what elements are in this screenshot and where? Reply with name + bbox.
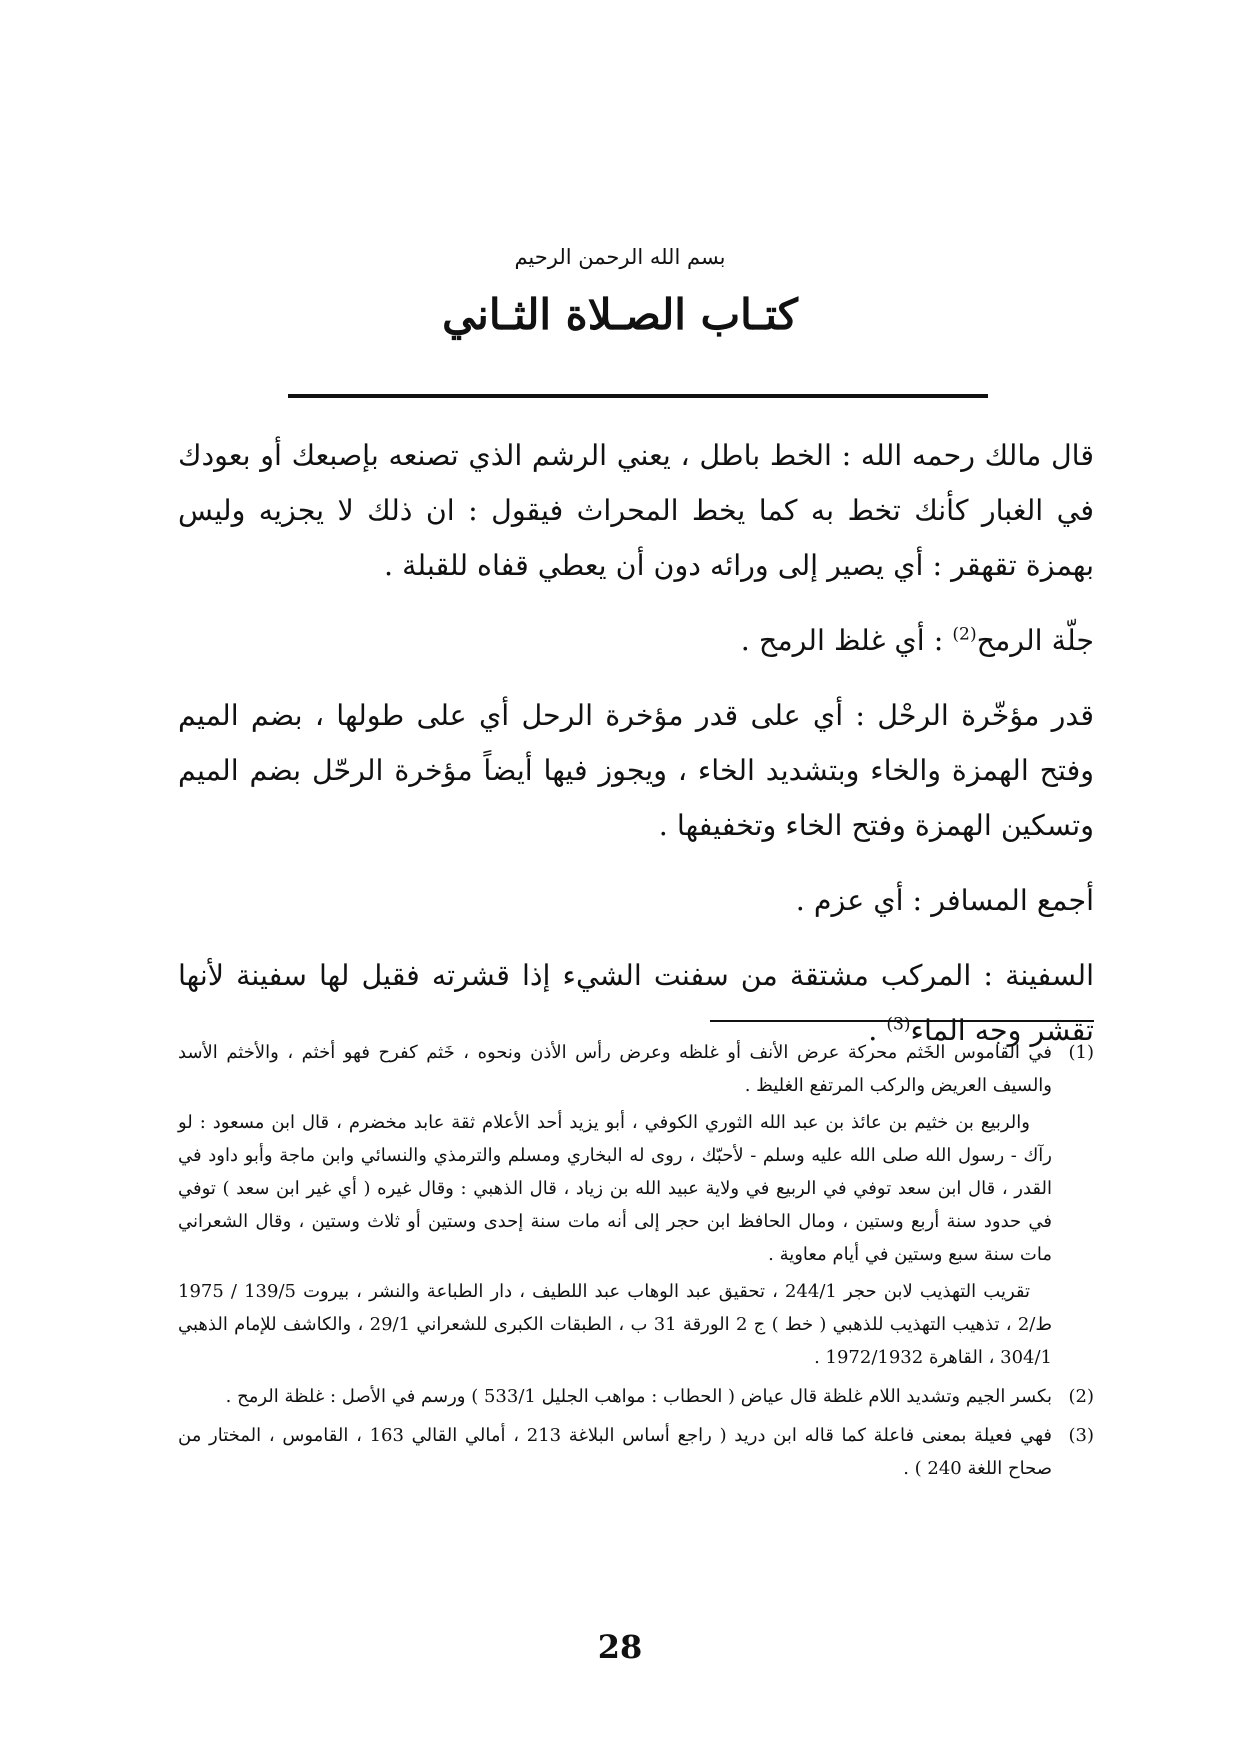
- paragraph-text: قال مالك رحمه الله : الخط باطل ، يعني الرشم الذي تصنعه بإصبعك أو بعودك في الغبار كأنك تخط به كما يخط المحراث فيقول : ان ذلك لا يجزيه وليس بهمزة تقهقر : أي يصير إلى ورائه دون أن يعطي قفاه للقبلة .: [178, 439, 1094, 582]
- footnote-text: في القاموس الخَثم محركة عرض الأنف أو غلظه وعرض رأس الأذن ونحوه ، خَثم كفرح فهو أخثم ، والأخثم الأسد والسيف العريض والركب المرتفع الغليظ .: [178, 1042, 1052, 1096]
- paragraph-tail: .: [868, 1014, 887, 1047]
- paragraph-tail: : أي غلظ الرمح .: [740, 624, 953, 657]
- footnote: [178, 1380, 1094, 1413]
- footnote-ref: (2): [952, 624, 977, 645]
- paragraph: [178, 428, 1094, 593]
- footnote-number: (2): [1068, 1386, 1094, 1407]
- paragraph: [178, 613, 1094, 668]
- title-underline: [288, 394, 988, 398]
- footnote-text: تقريب التهذيب لابن حجر 244/1 ، تحقيق عبد الوهاب عبد اللطيف ، دار الطباعة والنشر ، بيروت 139/5 / 1975 ط/2 ، تذهيب التهذيب للذهبي ( خط ) ج 2 الورقة 31 ب ، الطبقات الكبرى للشعراني 29/1 ، والكاشف للإمام الذهبي 304/1 ، القاهرة 1972/1932 .: [178, 1281, 1053, 1368]
- chapter-title: كتـاب الصـلاة الثـاني: [442, 290, 798, 339]
- footnote: [178, 1036, 1094, 1374]
- paragraph-text: السفينة : المركب مشتقة من سفنت الشيء إذا قشرته فقيل لها سفينة لأنها تقشر وجه الماء: [178, 959, 1094, 1047]
- footnote-text: فهي فعيلة بمعنى فاعلة كما قاله ابن دريد ( راجع أساس البلاغة 213 ، أمالي القالي 163 ، القاموس ، المختار من صحاح اللغة 240 ) .: [178, 1425, 1052, 1479]
- footnote-number: (3): [1068, 1425, 1094, 1446]
- footnote-text: والربيع بن خثيم بن عائذ بن عبد الله الثوري الكوفي ، أبو يزيد أحد الأعلام ثقة عابد مخضرم ، قال ابن مسعود : لو رآك - رسول الله صلى الله عليه وسلم - لأحبّك ، روى له البخاري ومسلم والترمذي والنسائي وابن ماجة وأبو داود في القدر ، قال ابن سعد توفي في الربيع في ولاية عبيد الله بن زياد ، قال الذهبي : وقال غيره ( أي غير ابن سعد ) توفي في حدود سنة أربع وستين ، ومال الحافظ ابن حجر إلى أنه مات سنة إحدى وستين أو ثلاث وستين ، وقال الشعراني مات سنة سبع وستين في أيام معاوية .: [178, 1112, 1053, 1265]
- paragraph-text: أجمع المسافر : أي عزم .: [795, 884, 1094, 917]
- paragraph: [178, 873, 1094, 928]
- footnotes: [178, 1036, 1094, 1491]
- paragraph-text: جلّة الرمح: [976, 624, 1094, 657]
- basmala: بسم الله الرحمن الرحيم: [514, 245, 726, 269]
- page-number: 28: [597, 1628, 643, 1666]
- footnote: [178, 1419, 1094, 1485]
- main-text: [178, 428, 1094, 1078]
- paragraph-text: قدر مؤخّرة الرحْل : أي على قدر مؤخرة الرحل أي على طولها ، بضم الميم وفتح الهمزة والخاء وبتشديد الخاء ، ويجوز فيها أيضاً مؤخرة الرحّل بضم الميم وتسكين الهمزة وفتح الخاء وتخفيفها .: [178, 699, 1094, 842]
- footnote-separator: [710, 1020, 1094, 1022]
- footnote-text: بكسر الجيم وتشديد اللام غلظة قال عياض ( الحطاب : مواهب الجليل 533/1 ) ورسم في الأصل : غلظة الرمح .: [225, 1386, 1052, 1407]
- paragraph: [178, 688, 1094, 853]
- footnote-number: (1): [1068, 1042, 1094, 1063]
- footnote-ref: (3): [886, 1014, 911, 1035]
